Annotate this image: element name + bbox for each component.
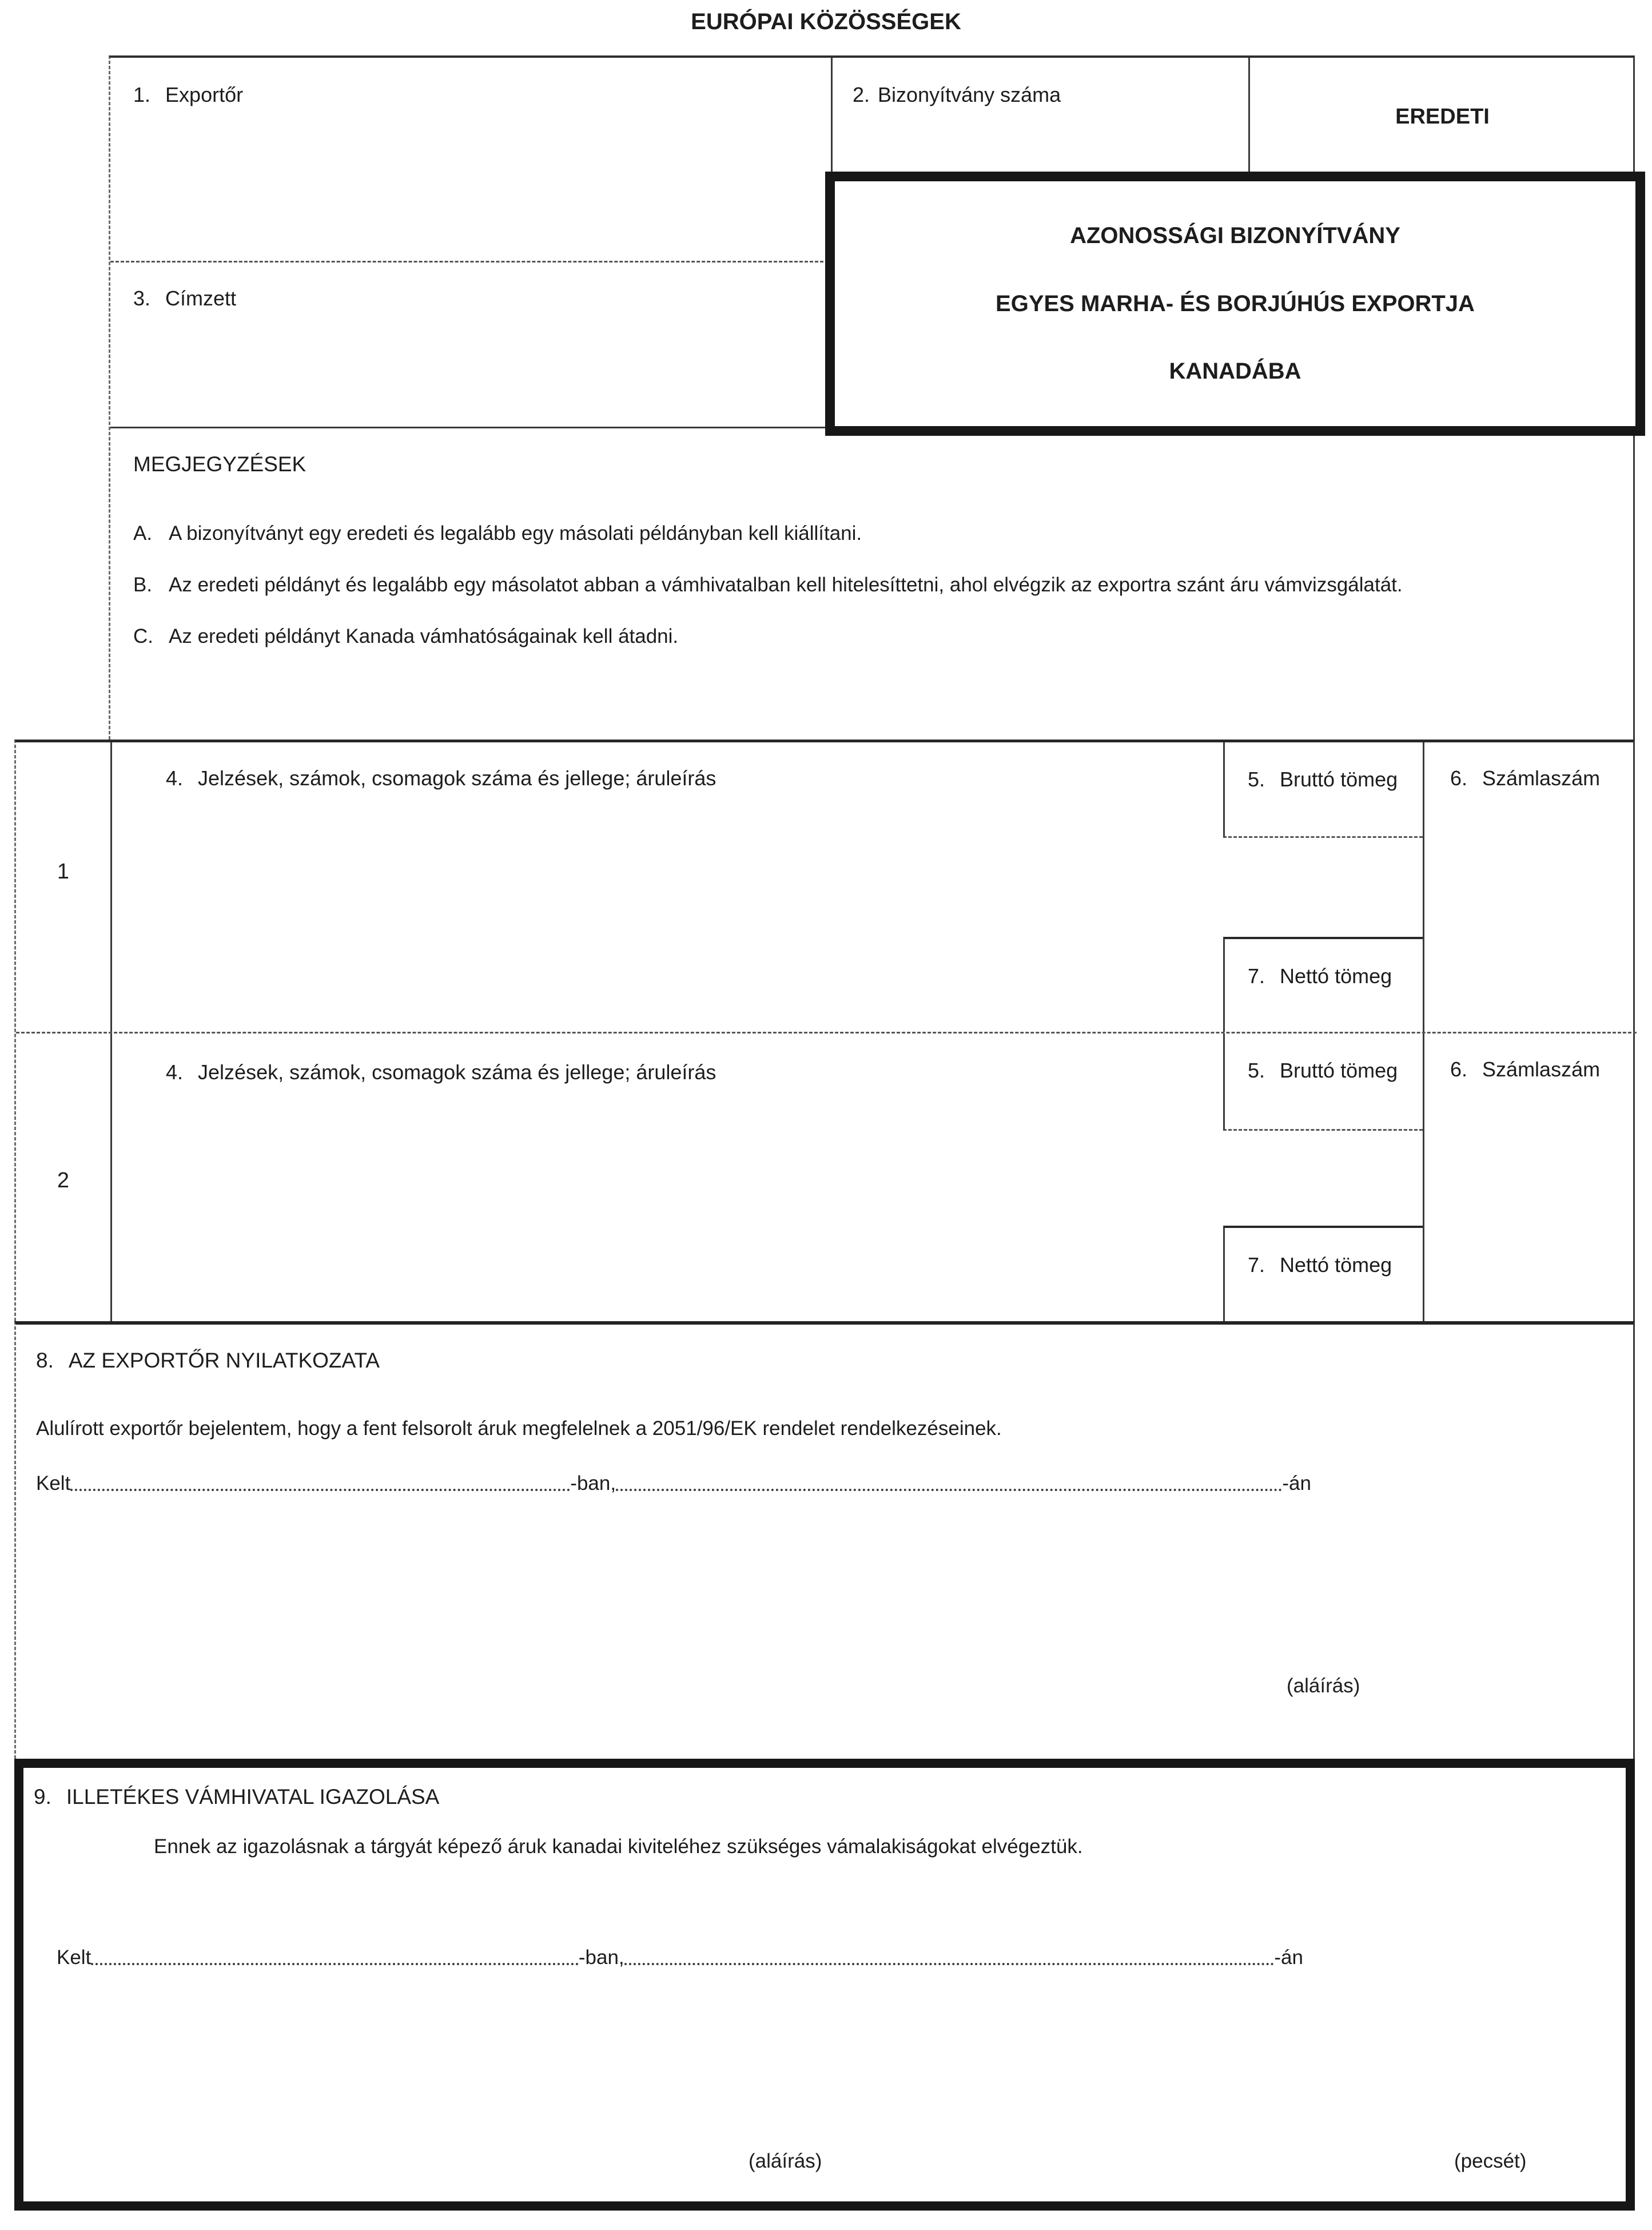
note-a-text: A bizonyítványt egy eredeti és legalább egy másolati példányban kell kiállítani. (169, 522, 862, 544)
goods-description-field-row-1[interactable] (113, 811, 1217, 1028)
date-suffix-section9: -án (1274, 1946, 1303, 1969)
certificate-title-line-3: KANADÁBA (1169, 358, 1301, 384)
net-weight-label-row-1 (1248, 964, 1392, 988)
stamp-label-section9: (pecsét) (1454, 2150, 1527, 2172)
signature-field-section8[interactable] (1200, 1553, 1600, 1662)
box1-box3-divider (110, 261, 829, 263)
date-prefix-section9: Kelt (57, 1946, 91, 1969)
exporter-field[interactable] (114, 124, 826, 255)
net-weight-label-num-row-1: 7. (1248, 964, 1265, 988)
certificate-title-box (825, 172, 1645, 436)
goods-description-header-row-1 (166, 766, 716, 790)
date-line-section8 (36, 1472, 1311, 1495)
gross-weight-label-num-row-1: 5. (1248, 768, 1265, 791)
goods-description-header-row-2 (166, 1060, 716, 1084)
declaration-text: Alulírott exportőr bejelentem, hogy a fent felsorolt áruk megfelelnek a 2051/96/EK rendelet rendelkezéseinek. (36, 1417, 1002, 1440)
net-weight-label-num-row-2: 7. (1248, 1253, 1265, 1277)
consignee-label (133, 287, 236, 311)
note-item-a (133, 522, 862, 545)
net-weight-box-row-2[interactable] (1223, 1226, 1423, 1324)
place-suffix-section9: -ban, (578, 1946, 624, 1969)
endorsement-text: Ennek az igazolásnak a tárgyát képező áruk kanadai kiviteléhez szükséges vámalakiságokat elvégeztük. (154, 1835, 1083, 1858)
invoice-number-label-row-1 (1450, 766, 1600, 790)
customs-endorsement-heading-text: ILLETÉKES VÁMHIVATAL IGAZOLÁSA (66, 1785, 440, 1808)
place-suffix-section8: -ban, (570, 1472, 616, 1494)
goods-description-header-text-row-1: Jelzések, számok, csomagok száma és jellege; áruleírás (198, 766, 716, 790)
note-c-letter: C. (133, 625, 153, 647)
exporter-declaration-heading (36, 1349, 380, 1373)
invoice-number-field-row-1[interactable] (1426, 811, 1646, 1028)
place-fill-section9[interactable] (91, 1963, 579, 1965)
page-title: EURÓPAI KÖZÖSSÉGEK (691, 9, 961, 34)
notes-heading: MEGJEGYZÉSEK (133, 452, 306, 476)
certificate-number-label (853, 83, 1061, 107)
box3-notes-divider (110, 427, 829, 428)
date-line-section9 (57, 1946, 1303, 1969)
invoice-number-label-row-2 (1450, 1058, 1600, 1082)
invoice-number-label-text-row-1: Számlaszám (1482, 766, 1601, 790)
certificate-number-label-num: 2. (853, 83, 870, 106)
note-item-b (133, 574, 1403, 597)
place-fill-section8[interactable] (70, 1489, 570, 1491)
invoice-number-label-text-row-2: Számlaszám (1482, 1058, 1601, 1081)
goods-description-header-num-row-1: 4. (166, 766, 184, 790)
signature-label-section9: (aláírás) (749, 2150, 822, 2172)
gross-weight-label-num-row-2: 5. (1248, 1059, 1265, 1082)
consignee-field[interactable] (114, 327, 826, 424)
row-number-2: 2 (57, 1168, 70, 1192)
exporter-declaration-heading-text: AZ EXPORTŐR NYILATKOZATA (68, 1349, 380, 1372)
exporter-declaration-heading-num: 8. (36, 1349, 54, 1372)
date-fill-section8[interactable] (616, 1489, 1282, 1491)
net-weight-label-row-2 (1248, 1253, 1392, 1277)
consignee-label-num: 3. (133, 287, 151, 310)
consignee-label-text: Címzett (165, 287, 237, 310)
invoice-number-label-num-row-1: 6. (1450, 766, 1468, 790)
stamp-field-section9[interactable] (1373, 2037, 1613, 2140)
date-fill-section9[interactable] (624, 1963, 1275, 1965)
date-suffix-section8: -án (1282, 1472, 1311, 1494)
date-prefix-section8: Kelt (36, 1472, 71, 1494)
gross-weight-label-row-1 (1248, 768, 1398, 792)
note-b-letter: B. (133, 574, 153, 596)
goods-table (14, 740, 1635, 1321)
customs-endorsement-heading-num: 9. (34, 1785, 51, 1808)
gross-weight-label-row-2 (1248, 1059, 1398, 1083)
signature-label-section8: (aláírás) (1287, 1675, 1360, 1697)
copy-type-label: EREDETI (1395, 105, 1490, 129)
note-b-text: Az eredeti példányt és legalább egy másolatot abban a vámhivatalban kell hitelesíttetni, ahol elvégzik az exportra szánt áru vámvizsgálatát. (169, 574, 1403, 596)
net-weight-label-text-row-2: Nettó tömeg (1280, 1253, 1392, 1277)
gross-weight-box-row-1[interactable] (1223, 742, 1423, 838)
customs-endorsement-heading (34, 1785, 439, 1809)
note-item-c (133, 625, 678, 648)
customs-endorsement-section (14, 1759, 1635, 2211)
signature-field-section9[interactable] (670, 2037, 1024, 2140)
gross-weight-box-row-2[interactable] (1223, 1033, 1423, 1131)
invoice-number-label-num-row-2: 6. (1450, 1058, 1468, 1081)
certificate-number-field[interactable] (834, 124, 1243, 172)
row-number-1: 1 (57, 860, 70, 884)
certificate-title-line-2: EGYES MARHA- ÉS BORJÚHÚS EXPORTJA (996, 291, 1475, 316)
exporter-declaration-section (14, 1321, 1635, 1759)
note-c-text: Az eredeti példányt Kanada vámhatóságainak kell átadni. (169, 625, 679, 647)
net-weight-label-text-row-1: Nettó tömeg (1280, 964, 1392, 988)
note-a-letter: A. (133, 522, 153, 544)
box1-box2-divider (831, 58, 833, 176)
invoice-number-field-row-2[interactable] (1426, 1103, 1646, 1320)
gross-weight-label-text-row-2: Bruttó tömeg (1280, 1059, 1398, 1082)
goods-description-header-text-row-2: Jelzések, számok, csomagok száma és jellege; áruleírás (198, 1060, 716, 1084)
goods-description-header-num-row-2: 4. (166, 1060, 184, 1084)
net-weight-box-row-1[interactable] (1223, 937, 1423, 1032)
goods-description-field-row-2[interactable] (113, 1103, 1217, 1320)
certificate-number-label-text: Bizonyítvány száma (878, 83, 1061, 106)
certificate-title-line-1: AZONOSSÁGI BIZONYÍTVÁNY (1070, 223, 1400, 249)
exporter-label-text: Exportőr (165, 83, 244, 106)
gross-weight-label-text-row-1: Bruttó tömeg (1280, 768, 1398, 791)
exporter-label-num: 1. (133, 83, 151, 106)
exporter-label (133, 83, 243, 107)
